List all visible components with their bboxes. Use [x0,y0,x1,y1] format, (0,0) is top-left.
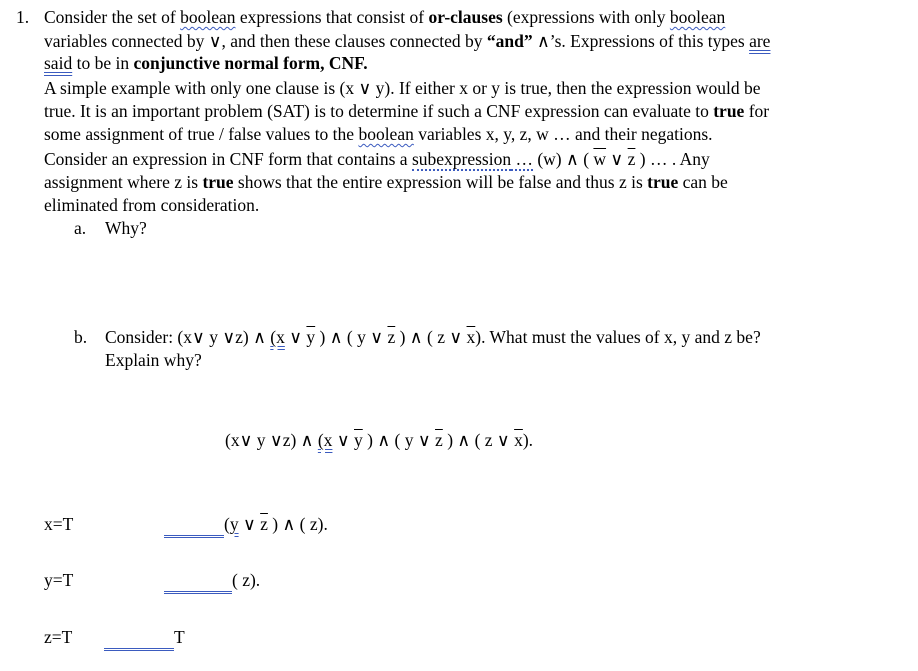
text: (x∨ y ∨z) ∧ [225,430,318,450]
question-line-9: eliminated from consideration. [44,195,260,215]
question-line-3 [44,52,368,74]
spell-word: boolean [358,124,414,144]
text: ) ∧ ( z ∨ [395,327,467,347]
question-line-1 [44,6,725,28]
text: ∧’s. Expressions of this types [532,31,750,51]
text: shows that the entire expression will be false and thus z is [233,172,648,192]
text: ). What must the values of x, y and z be? [475,327,761,347]
question-line-5 [44,100,769,122]
ellipsis: … [511,149,533,169]
text: ) ∧ ( y ∨ [315,327,388,347]
negated-var: $\overline{w}$ [593,149,607,169]
bold-term: true [713,101,745,121]
grammar-word: subexpression [411,149,512,169]
bold-term: conjunctive normal form, CNF. [133,53,368,73]
negated-var: $\overline{x}$ [466,327,476,347]
text: ( [224,514,230,534]
spell-word: boolean [669,7,726,27]
step1-expression [164,513,328,538]
text: can be [678,172,728,192]
question-line-2 [44,30,770,52]
grammar-word: are [749,31,771,51]
grammar-word: (x [270,327,285,347]
text: ) ∧ ( z). [267,514,328,534]
bold-term: true [647,172,679,192]
part-a-text: Why? [105,218,147,238]
text: ) ∧ ( z ∨ [442,430,515,450]
step2-expression [164,569,260,594]
part-b-label: b. [74,327,88,347]
work-expression [225,429,533,451]
grammar-word: said [44,53,73,73]
text: assignment where z is [44,172,203,192]
blank-line [164,513,224,538]
bold-term: “and” [486,31,533,51]
step1-label: x=T [44,514,74,534]
step3-label: z=T [44,627,73,647]
text: ( z). [232,570,261,590]
part-b-line-2: Explain why? [105,350,202,370]
text: ∨ [332,430,354,450]
negated-var: $\overline{x}$ [514,430,523,450]
negated-var: $\overline{z}$ [627,149,636,169]
text: expressions that consist of [235,7,429,27]
text: some assignment of true / false values to the [44,124,359,144]
text: (expressions with only [502,7,670,27]
question-line-7 [44,148,710,170]
question-line-6 [44,123,713,145]
question-line-4: A simple example with only one clause is (x ∨ y). If either x or y is true, then the expression would be [44,78,761,98]
text: variables x, y, z, w … and their negations. [413,124,713,144]
bold-term: true [202,172,234,192]
negated-var: $\overline{y}$ [306,327,316,347]
negated-var: $\overline{z}$ [435,430,443,450]
blank-line [164,569,232,594]
text: variables connected by ∨, and then these clauses connected by [44,31,487,51]
spell-word: boolean [180,7,236,27]
negated-var: $\overline{y}$ [354,430,363,450]
text: (w) ∧ ( [532,149,594,169]
step3-expression [104,626,185,651]
negated-var: $\overline{z}$ [260,514,268,534]
grammar-word: (x [317,430,333,450]
step2-label: y=T [44,570,74,590]
grammar-word: y [229,514,239,534]
part-b-line-1 [105,326,761,348]
text: ) ∧ ( y ∨ [362,430,436,450]
part-a-label: a. [74,218,87,238]
text: ∨ [606,149,628,169]
text: Consider the set of [44,7,181,27]
text: Consider: (x∨ y ∨z) ∧ [105,327,271,347]
text: ). [522,430,534,450]
text: for [744,101,770,121]
text: to be in [72,53,134,73]
negated-var: $\overline{z}$ [387,327,396,347]
text: true. It is an important problem (SAT) is to determine if such a CNF expression can evaluate to [44,101,714,121]
question-number: 1. [16,7,30,27]
bold-term: or-clauses [428,7,503,27]
question-line-8 [44,171,728,193]
blank-line [104,626,174,651]
answer-text: T [174,627,185,647]
text: ∨ [238,514,261,534]
text: Consider an expression in CNF form that contains a [44,149,412,169]
text: ) … . Any [635,149,710,169]
text: ∨ [284,327,307,347]
